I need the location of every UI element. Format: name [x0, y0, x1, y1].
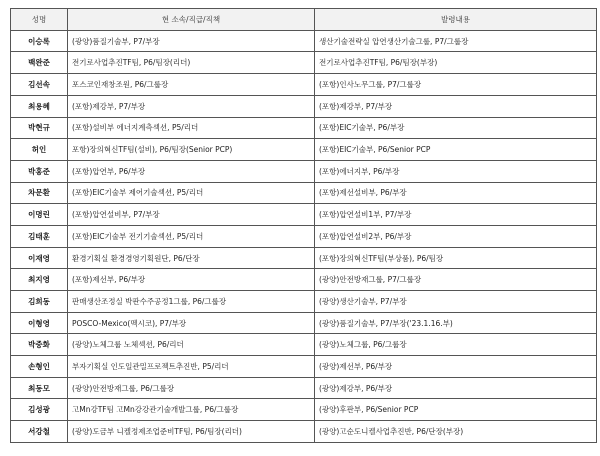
- table-row: [11, 377, 597, 399]
- table-row: [11, 117, 597, 139]
- table-row: [11, 312, 597, 334]
- current-position-cell: 포항)장의혁신TF팀(설비), P6/팀장(Senior PCP): [68, 139, 315, 161]
- new-assignment-cell: (광양)품질기술부, P7/부장('23.1.16.부): [315, 312, 597, 334]
- table-row: [11, 95, 597, 117]
- table-row: [11, 291, 597, 313]
- person-name-cell: 박홍준: [11, 160, 68, 182]
- header-name: 성명: [11, 9, 68, 31]
- person-name-cell: 백완준: [11, 52, 68, 74]
- person-name-cell: 이형영: [11, 312, 68, 334]
- new-assignment-cell: (포항)EIC기술부, P6/Senior PCP: [315, 139, 597, 161]
- new-assignment-cell: (광양)제강부, P6/부장: [315, 377, 597, 399]
- new-assignment-cell: (광양)노체그룹, P6/그룹장: [315, 334, 597, 356]
- person-name-cell: 최지영: [11, 269, 68, 291]
- current-position-cell: (포항)EIC기술부 전기기술섹션, P5/리더: [68, 225, 315, 247]
- table-row: [11, 225, 597, 247]
- new-assignment-cell: (포항)에너지부, P6/부장: [315, 160, 597, 182]
- person-name-cell: 최용혜: [11, 95, 68, 117]
- new-assignment-cell: (광양)제선부, P6/부장: [315, 356, 597, 378]
- new-assignment-cell: 전기로사업추진TF팀, P6/팀장(부장): [315, 52, 597, 74]
- current-position-cell: (포항)압연부, P6/부장: [68, 160, 315, 182]
- person-name-cell: 김희동: [11, 291, 68, 313]
- table-row: [11, 356, 597, 378]
- new-assignment-cell: 생산기술전략실 압연생산기술그룹, P7/그룹장: [315, 30, 597, 52]
- table-row: [11, 204, 597, 226]
- table-row: [11, 399, 597, 421]
- current-position-cell: (포항)설비부 에너지계측섹션, P5/리더: [68, 117, 315, 139]
- current-position-cell: 포스코인재창조원, P6/그룹장: [68, 74, 315, 96]
- person-name-cell: 차문환: [11, 182, 68, 204]
- person-name-cell: 김선속: [11, 74, 68, 96]
- new-assignment-cell: (광양)후판부, P6/Senior PCP: [315, 399, 597, 421]
- new-assignment-cell: (광양)안전방재그룹, P7/그룹장: [315, 269, 597, 291]
- new-assignment-cell: (포항)장의혁신TF팀(부상품), P6/팀장: [315, 247, 597, 269]
- current-position-cell: 고Mn강TF팀 고Mn강강관기술개발그룹, P6/그룹장: [68, 399, 315, 421]
- current-position-cell: POSCO-Mexico(멕시코), P7/부장: [68, 312, 315, 334]
- new-assignment-cell: (포항)제강부, P7/부장: [315, 95, 597, 117]
- table-body: [11, 30, 597, 442]
- current-position-cell: (포항)제강부, P7/부장: [68, 95, 315, 117]
- person-name-cell: 이승록: [11, 30, 68, 52]
- person-name-cell: 서강철: [11, 421, 68, 443]
- person-name-cell: 최동모: [11, 377, 68, 399]
- personnel-table: [10, 8, 597, 443]
- current-position-cell: 부자기획실 인도일관밀프로젝트추진반, P5/리더: [68, 356, 315, 378]
- new-assignment-cell: (광양)고순도니켈사업추진반, P6/단장(부장): [315, 421, 597, 443]
- table-row: [11, 160, 597, 182]
- person-name-cell: 이재영: [11, 247, 68, 269]
- table-row: [11, 74, 597, 96]
- person-name-cell: 박현규: [11, 117, 68, 139]
- current-position-cell: 환경기획실 환경경영기획원단, P6/단장: [68, 247, 315, 269]
- table-row: [11, 334, 597, 356]
- new-assignment-cell: (포항)압연설비2부, P6/부장: [315, 225, 597, 247]
- person-name-cell: 김태훈: [11, 225, 68, 247]
- current-position-cell: (광양)노체그룹 노체섹션, P6/리더: [68, 334, 315, 356]
- person-name-cell: 허인: [11, 139, 68, 161]
- new-assignment-cell: (포항)EIC기술부, P6/부장: [315, 117, 597, 139]
- new-assignment-cell: (포항)제선설비부, P6/부장: [315, 182, 597, 204]
- current-position-cell: (포항)압연설비부, P7/부장: [68, 204, 315, 226]
- table-row: [11, 139, 597, 161]
- person-name-cell: 손형인: [11, 356, 68, 378]
- table-row: [11, 182, 597, 204]
- table-row: [11, 421, 597, 443]
- new-assignment-cell: (포항)인사노무그룹, P7/그룹장: [315, 74, 597, 96]
- table-row: [11, 247, 597, 269]
- current-position-cell: (광양)품질기술부, P7/부장: [68, 30, 315, 52]
- person-name-cell: 김성광: [11, 399, 68, 421]
- current-position-cell: 전기로사업추진TF팀, P6/팀장(리더): [68, 52, 315, 74]
- table-header-row: [11, 9, 597, 31]
- table-row: [11, 269, 597, 291]
- current-position-cell: (광양)안전방재그룹, P6/그룹장: [68, 377, 315, 399]
- current-position-cell: 판매생산조정실 박판수주공정1그룹, P6/그룹장: [68, 291, 315, 313]
- current-position-cell: (포항)EIC기술부 제어기술섹션, P5/리더: [68, 182, 315, 204]
- new-assignment-cell: (광양)생산기술부, P7/부장: [315, 291, 597, 313]
- header-current-position: 현 소속/직급/직책: [68, 9, 315, 31]
- person-name-cell: 박중화: [11, 334, 68, 356]
- table-row: [11, 30, 597, 52]
- current-position-cell: (포항)제선부, P6/부장: [68, 269, 315, 291]
- current-position-cell: (광양)도금부 니켈정제조업준비TF팀, P6/팀장(리더): [68, 421, 315, 443]
- table-row: [11, 52, 597, 74]
- person-name-cell: 이명린: [11, 204, 68, 226]
- header-new-assignment: 발령내용: [315, 9, 597, 31]
- new-assignment-cell: (포항)압연설비1부, P7/부장: [315, 204, 597, 226]
